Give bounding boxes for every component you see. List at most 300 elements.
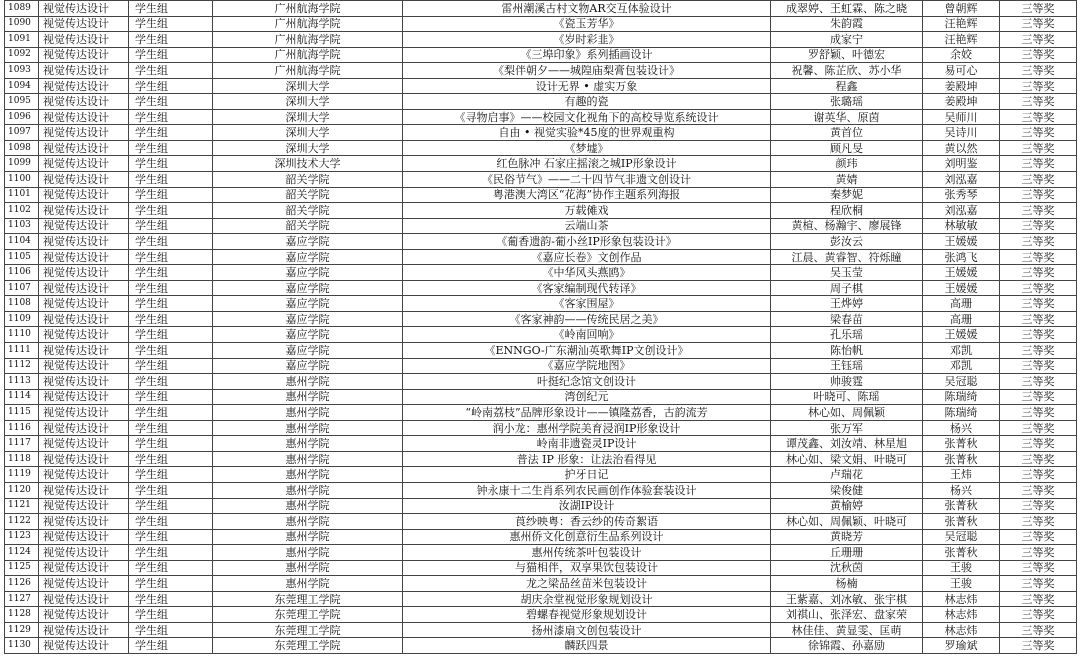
entry-number: 1102: [5, 203, 39, 219]
group-cell: 学生组: [129, 63, 213, 79]
group-cell: 学生组: [129, 529, 213, 545]
table-row: [5, 311, 1077, 327]
work-title-cell: 胡庆余堂视觉形象规划设计: [403, 591, 771, 607]
category-cell: 视觉传达设计: [39, 109, 129, 125]
table-row: [5, 249, 1077, 265]
award-level-cell: 三等奖: [1000, 1, 1077, 17]
entry-number: 1111: [5, 343, 39, 359]
advisor-cell: 邓凯: [923, 358, 1000, 374]
work-title-cell: 扬州漆扇文创包装设计: [403, 622, 771, 638]
category-cell: 视觉传达设计: [39, 343, 129, 359]
entry-number: 1106: [5, 265, 39, 281]
advisor-cell: 刘泓嘉: [923, 172, 1000, 188]
table-row: [5, 622, 1077, 638]
table-row: [5, 343, 1077, 359]
award-level-cell: 三等奖: [1000, 482, 1077, 498]
advisor-cell: 张菁秋: [923, 498, 1000, 514]
award-level-cell: 三等奖: [1000, 638, 1077, 654]
advisor-cell: 王骏: [923, 576, 1000, 592]
work-title-cell: 万载傩戏: [403, 203, 771, 219]
authors-cell: 林心如、梁文娟、叶晓可: [771, 451, 923, 467]
work-title-cell: 与猫相伴，双享果饮包装设计: [403, 560, 771, 576]
authors-cell: 顾凡旻: [771, 140, 923, 156]
table-row: [5, 420, 1077, 436]
table-row: [5, 529, 1077, 545]
group-cell: 学生组: [129, 576, 213, 592]
school-cell: 惠州学院: [213, 514, 403, 530]
work-title-cell: 自由 • 视觉实验*45度的世界观重构: [403, 125, 771, 141]
group-cell: 学生组: [129, 374, 213, 390]
school-cell: 嘉应学院: [213, 234, 403, 250]
category-cell: 视觉传达设计: [39, 514, 129, 530]
group-cell: 学生组: [129, 203, 213, 219]
authors-cell: 沈秋茵: [771, 560, 923, 576]
authors-cell: 叶晓可、陈瑶: [771, 389, 923, 405]
authors-cell: 帅骏霆: [771, 374, 923, 390]
work-title-cell: 《岁时彩韭》: [403, 32, 771, 48]
work-title-cell: 汝湖IP设计: [403, 498, 771, 514]
entry-number: 1129: [5, 622, 39, 638]
table-row: [5, 280, 1077, 296]
table-row: [5, 358, 1077, 374]
work-title-cell: 有趣的瓷: [403, 94, 771, 110]
category-cell: 视觉传达设计: [39, 389, 129, 405]
award-level-cell: 三等奖: [1000, 265, 1077, 281]
category-cell: 视觉传达设计: [39, 63, 129, 79]
award-level-cell: 三等奖: [1000, 591, 1077, 607]
award-level-cell: 三等奖: [1000, 249, 1077, 265]
work-title-cell: 碧螺春视觉形象规划设计: [403, 607, 771, 623]
award-list-sheet: [4, 0, 1076, 654]
award-level-cell: 三等奖: [1000, 280, 1077, 296]
table-row: [5, 638, 1077, 654]
award-level-cell: 三等奖: [1000, 389, 1077, 405]
entry-number: 1122: [5, 514, 39, 530]
school-cell: 惠州学院: [213, 498, 403, 514]
group-cell: 学生组: [129, 622, 213, 638]
school-cell: 韶关学院: [213, 187, 403, 203]
work-title-cell: “岭南荔枝”品牌形象设计——镇隆荔香，古韵流芳: [403, 405, 771, 421]
table-row: [5, 296, 1077, 312]
award-level-cell: 三等奖: [1000, 218, 1077, 234]
award-level-cell: 三等奖: [1000, 203, 1077, 219]
category-cell: 视觉传达设计: [39, 467, 129, 483]
group-cell: 学生组: [129, 280, 213, 296]
work-title-cell: 粤港澳大湾区“花海”协作主题系列海报: [403, 187, 771, 203]
award-level-cell: 三等奖: [1000, 358, 1077, 374]
work-title-cell: 《葡香遗韵-葡小丝IP形象包装设计》: [403, 234, 771, 250]
entry-number: 1090: [5, 16, 39, 32]
entry-number: 1097: [5, 125, 39, 141]
group-cell: 学生组: [129, 498, 213, 514]
authors-cell: 孔乐瑶: [771, 327, 923, 343]
advisor-cell: 罗瑜斌: [923, 638, 1000, 654]
entry-number: 1114: [5, 389, 39, 405]
category-cell: 视觉传达设计: [39, 545, 129, 561]
table-row: [5, 78, 1077, 94]
award-level-cell: 三等奖: [1000, 296, 1077, 312]
work-title-cell: 叶挺纪念馆文创设计: [403, 374, 771, 390]
group-cell: 学生组: [129, 47, 213, 63]
school-cell: 惠州学院: [213, 420, 403, 436]
table-row: [5, 451, 1077, 467]
work-title-cell: 龙之梁品丝苗米包装设计: [403, 576, 771, 592]
entry-number: 1115: [5, 405, 39, 421]
category-cell: 视觉传达设计: [39, 16, 129, 32]
category-cell: 视觉传达设计: [39, 265, 129, 281]
advisor-cell: 吴诗川: [923, 125, 1000, 141]
work-title-cell: 润小龙：惠州学院美育浸润IP形象设计: [403, 420, 771, 436]
advisor-cell: 吴冠聪: [923, 374, 1000, 390]
entry-number: 1126: [5, 576, 39, 592]
group-cell: 学生组: [129, 389, 213, 405]
category-cell: 视觉传达设计: [39, 436, 129, 452]
school-cell: 深圳大学: [213, 94, 403, 110]
authors-cell: 张璐瑶: [771, 94, 923, 110]
authors-cell: 徐锦霞、孙嘉励: [771, 638, 923, 654]
award-level-cell: 三等奖: [1000, 343, 1077, 359]
table-row: [5, 32, 1077, 48]
advisor-cell: 杨兴: [923, 420, 1000, 436]
group-cell: 学生组: [129, 560, 213, 576]
work-title-cell: 惠州传统茶叶包装设计: [403, 545, 771, 561]
category-cell: 视觉传达设计: [39, 420, 129, 436]
group-cell: 学生组: [129, 78, 213, 94]
category-cell: 视觉传达设计: [39, 311, 129, 327]
category-cell: 视觉传达设计: [39, 78, 129, 94]
award-level-cell: 三等奖: [1000, 16, 1077, 32]
entry-number: 1092: [5, 47, 39, 63]
work-title-cell: 红色脉冲 石家庄摇滚之城IP形象设计: [403, 156, 771, 172]
advisor-cell: 高珊: [923, 296, 1000, 312]
authors-cell: 刘祺山、张泽宏、盘家荣: [771, 607, 923, 623]
entry-number: 1120: [5, 482, 39, 498]
work-title-cell: 《客家围屋》: [403, 296, 771, 312]
work-title-cell: 惠州侨文化创意衍生品系列设计: [403, 529, 771, 545]
entry-number: 1107: [5, 280, 39, 296]
entry-number: 1109: [5, 311, 39, 327]
advisor-cell: 刘泓嘉: [923, 203, 1000, 219]
table-row: [5, 234, 1077, 250]
authors-cell: 王烨婷: [771, 296, 923, 312]
authors-cell: 朱韵霞: [771, 16, 923, 32]
table-row: [5, 265, 1077, 281]
school-cell: 广州航海学院: [213, 32, 403, 48]
group-cell: 学生组: [129, 467, 213, 483]
table-row: [5, 482, 1077, 498]
group-cell: 学生组: [129, 436, 213, 452]
category-cell: 视觉传达设计: [39, 374, 129, 390]
category-cell: 视觉传达设计: [39, 296, 129, 312]
award-level-cell: 三等奖: [1000, 436, 1077, 452]
advisor-cell: 张菁秋: [923, 451, 1000, 467]
work-title-cell: 钟永康十二生肖系列农民画创作体验套装设计: [403, 482, 771, 498]
authors-cell: 谢英华、原茵: [771, 109, 923, 125]
award-level-cell: 三等奖: [1000, 560, 1077, 576]
school-cell: 东莞理工学院: [213, 591, 403, 607]
table-row: [5, 156, 1077, 172]
entry-number: 1108: [5, 296, 39, 312]
school-cell: 嘉应学院: [213, 358, 403, 374]
entry-number: 1096: [5, 109, 39, 125]
work-title-cell: 雷州潮溪古村文物AR交互体验设计: [403, 1, 771, 17]
award-level-cell: 三等奖: [1000, 514, 1077, 530]
category-cell: 视觉传达设计: [39, 280, 129, 296]
advisor-cell: 王炜: [923, 467, 1000, 483]
school-cell: 广州航海学院: [213, 63, 403, 79]
work-title-cell: 《三埠印象》系列插画设计: [403, 47, 771, 63]
award-level-cell: 三等奖: [1000, 576, 1077, 592]
advisor-cell: 杨兴: [923, 482, 1000, 498]
authors-cell: 林心如、周佩颖: [771, 405, 923, 421]
work-title-cell: 《嘉应长卷》文创作品: [403, 249, 771, 265]
authors-cell: 张万军: [771, 420, 923, 436]
table-row: [5, 125, 1077, 141]
entry-number: 1124: [5, 545, 39, 561]
advisor-cell: 吴师川: [923, 109, 1000, 125]
table-row: [5, 63, 1077, 79]
table-row: [5, 327, 1077, 343]
group-cell: 学生组: [129, 1, 213, 17]
advisor-cell: 陈瑞绮: [923, 405, 1000, 421]
authors-cell: 秦梦妮: [771, 187, 923, 203]
advisor-cell: 邓凯: [923, 343, 1000, 359]
table-row: [5, 16, 1077, 32]
group-cell: 学生组: [129, 420, 213, 436]
advisor-cell: 高珊: [923, 311, 1000, 327]
category-cell: 视觉传达设计: [39, 234, 129, 250]
category-cell: 视觉传达设计: [39, 529, 129, 545]
award-level-cell: 三等奖: [1000, 420, 1077, 436]
school-cell: 惠州学院: [213, 529, 403, 545]
authors-cell: 黄首位: [771, 125, 923, 141]
advisor-cell: 张菁秋: [923, 545, 1000, 561]
group-cell: 学生组: [129, 327, 213, 343]
award-level-cell: 三等奖: [1000, 109, 1077, 125]
entry-number: 1093: [5, 63, 39, 79]
advisor-cell: 陈瑞绮: [923, 389, 1000, 405]
school-cell: 韶关学院: [213, 218, 403, 234]
award-level-cell: 三等奖: [1000, 374, 1077, 390]
work-title-cell: 《客家编制现代转译》: [403, 280, 771, 296]
advisor-cell: 王媛媛: [923, 280, 1000, 296]
work-title-cell: 莨纱映粤：香云纱的传奇絮语: [403, 514, 771, 530]
group-cell: 学生组: [129, 249, 213, 265]
entry-number: 1112: [5, 358, 39, 374]
work-title-cell: 《梦墟》: [403, 140, 771, 156]
award-level-cell: 三等奖: [1000, 545, 1077, 561]
advisor-cell: 张鸿飞: [923, 249, 1000, 265]
work-title-cell: 《中华风头燕鸥》: [403, 265, 771, 281]
school-cell: 嘉应学院: [213, 311, 403, 327]
entry-number: 1094: [5, 78, 39, 94]
school-cell: 惠州学院: [213, 389, 403, 405]
work-title-cell: 《ENNGO-广东潮汕英歌舞IP文创设计》: [403, 343, 771, 359]
category-cell: 视觉传达设计: [39, 591, 129, 607]
group-cell: 学生组: [129, 296, 213, 312]
advisor-cell: 汪艳辉: [923, 32, 1000, 48]
advisor-cell: 汪艳辉: [923, 16, 1000, 32]
authors-cell: 杨楠: [771, 576, 923, 592]
category-cell: 视觉传达设计: [39, 482, 129, 498]
advisor-cell: 王媛媛: [923, 234, 1000, 250]
entry-number: 1118: [5, 451, 39, 467]
work-title-cell: 湾创纪元: [403, 389, 771, 405]
work-title-cell: 《岭南回响》: [403, 327, 771, 343]
school-cell: 嘉应学院: [213, 249, 403, 265]
authors-cell: 丘珊珊: [771, 545, 923, 561]
entry-number: 1101: [5, 187, 39, 203]
advisor-cell: 林志炜: [923, 607, 1000, 623]
category-cell: 视觉传达设计: [39, 125, 129, 141]
advisor-cell: 姜殿坤: [923, 78, 1000, 94]
authors-cell: 林心如、周佩颖、叶晓可: [771, 514, 923, 530]
table-row: [5, 109, 1077, 125]
authors-cell: 谭茂鑫、刘汝靖、林星旭: [771, 436, 923, 452]
entry-number: 1113: [5, 374, 39, 390]
advisor-cell: 余姣: [923, 47, 1000, 63]
group-cell: 学生组: [129, 343, 213, 359]
category-cell: 视觉传达设计: [39, 249, 129, 265]
authors-cell: 吴玉莹: [771, 265, 923, 281]
advisor-cell: 吴冠聪: [923, 529, 1000, 545]
advisor-cell: 林敏敏: [923, 218, 1000, 234]
school-cell: 嘉应学院: [213, 343, 403, 359]
school-cell: 东莞理工学院: [213, 622, 403, 638]
group-cell: 学生组: [129, 545, 213, 561]
authors-cell: 江晨、黄睿智、符烁瞳: [771, 249, 923, 265]
school-cell: 惠州学院: [213, 576, 403, 592]
category-cell: 视觉传达设计: [39, 156, 129, 172]
advisor-cell: 林志炜: [923, 591, 1000, 607]
school-cell: 惠州学院: [213, 482, 403, 498]
table-row: [5, 545, 1077, 561]
group-cell: 学生组: [129, 140, 213, 156]
advisor-cell: 王媛媛: [923, 327, 1000, 343]
group-cell: 学生组: [129, 32, 213, 48]
category-cell: 视觉传达设计: [39, 607, 129, 623]
work-title-cell: 普法 IP 形象：让法治看得见: [403, 451, 771, 467]
advisor-cell: 王媛媛: [923, 265, 1000, 281]
authors-cell: 程欣桐: [771, 203, 923, 219]
school-cell: 广州航海学院: [213, 47, 403, 63]
advisor-cell: 张菁秋: [923, 436, 1000, 452]
group-cell: 学生组: [129, 607, 213, 623]
school-cell: 韶关学院: [213, 172, 403, 188]
advisor-cell: 张菁秋: [923, 514, 1000, 530]
entry-number: 1110: [5, 327, 39, 343]
table-row: [5, 514, 1077, 530]
group-cell: 学生组: [129, 234, 213, 250]
category-cell: 视觉传达设计: [39, 32, 129, 48]
authors-cell: 黄晓芳: [771, 529, 923, 545]
table-row: [5, 203, 1077, 219]
authors-cell: 彭汝云: [771, 234, 923, 250]
group-cell: 学生组: [129, 451, 213, 467]
school-cell: 惠州学院: [213, 560, 403, 576]
school-cell: 嘉应学院: [213, 327, 403, 343]
entry-number: 1117: [5, 436, 39, 452]
authors-cell: 卢瑞花: [771, 467, 923, 483]
award-level-cell: 三等奖: [1000, 529, 1077, 545]
table-row: [5, 576, 1077, 592]
category-cell: 视觉传达设计: [39, 638, 129, 654]
category-cell: 视觉传达设计: [39, 218, 129, 234]
group-cell: 学生组: [129, 591, 213, 607]
authors-cell: 王钰瑶: [771, 358, 923, 374]
category-cell: 视觉传达设计: [39, 140, 129, 156]
authors-cell: 祝馨、陈芷欣、苏小华: [771, 63, 923, 79]
entry-number: 1104: [5, 234, 39, 250]
school-cell: 深圳技术大学: [213, 156, 403, 172]
award-level-cell: 三等奖: [1000, 32, 1077, 48]
award-level-cell: 三等奖: [1000, 78, 1077, 94]
work-title-cell: 《嘉应学院地图》: [403, 358, 771, 374]
category-cell: 视觉传达设计: [39, 405, 129, 421]
school-cell: 深圳大学: [213, 78, 403, 94]
group-cell: 学生组: [129, 218, 213, 234]
advisor-cell: 黄以然: [923, 140, 1000, 156]
school-cell: 惠州学院: [213, 545, 403, 561]
advisor-cell: 张秀琴: [923, 187, 1000, 203]
award-level-cell: 三等奖: [1000, 405, 1077, 421]
table-row: [5, 607, 1077, 623]
school-cell: 惠州学院: [213, 405, 403, 421]
work-title-cell: 《客家神韵——传统民居之美》: [403, 311, 771, 327]
category-cell: 视觉传达设计: [39, 498, 129, 514]
group-cell: 学生组: [129, 109, 213, 125]
category-cell: 视觉传达设计: [39, 187, 129, 203]
authors-cell: 成家宁: [771, 32, 923, 48]
table-row: [5, 389, 1077, 405]
group-cell: 学生组: [129, 172, 213, 188]
table-row: [5, 405, 1077, 421]
table-row: [5, 187, 1077, 203]
school-cell: 嘉应学院: [213, 265, 403, 281]
school-cell: 惠州学院: [213, 374, 403, 390]
award-rows: [5, 1, 1077, 654]
table-row: [5, 94, 1077, 110]
category-cell: 视觉传达设计: [39, 327, 129, 343]
entry-number: 1095: [5, 94, 39, 110]
advisor-cell: 姜殿坤: [923, 94, 1000, 110]
award-level-cell: 三等奖: [1000, 234, 1077, 250]
group-cell: 学生组: [129, 482, 213, 498]
table-row: [5, 172, 1077, 188]
group-cell: 学生组: [129, 94, 213, 110]
entry-number: 1123: [5, 529, 39, 545]
advisor-cell: 林志炜: [923, 622, 1000, 638]
award-level-cell: 三等奖: [1000, 94, 1077, 110]
category-cell: 视觉传达设计: [39, 47, 129, 63]
authors-cell: 陈怡帆: [771, 343, 923, 359]
award-level-cell: 三等奖: [1000, 327, 1077, 343]
authors-cell: 黄楦、杨瀚宇、廖展锋: [771, 218, 923, 234]
award-level-cell: 三等奖: [1000, 622, 1077, 638]
authors-cell: 成翠婷、王虹霖、陈之晓: [771, 1, 923, 17]
school-cell: 东莞理工学院: [213, 638, 403, 654]
school-cell: 惠州学院: [213, 436, 403, 452]
category-cell: 视觉传达设计: [39, 1, 129, 17]
table-row: [5, 47, 1077, 63]
group-cell: 学生组: [129, 125, 213, 141]
advisor-cell: 曾朝辉: [923, 1, 1000, 17]
award-level-cell: 三等奖: [1000, 467, 1077, 483]
entry-number: 1127: [5, 591, 39, 607]
school-cell: 深圳大学: [213, 125, 403, 141]
table-row: [5, 560, 1077, 576]
work-title-cell: 护牙日记: [403, 467, 771, 483]
